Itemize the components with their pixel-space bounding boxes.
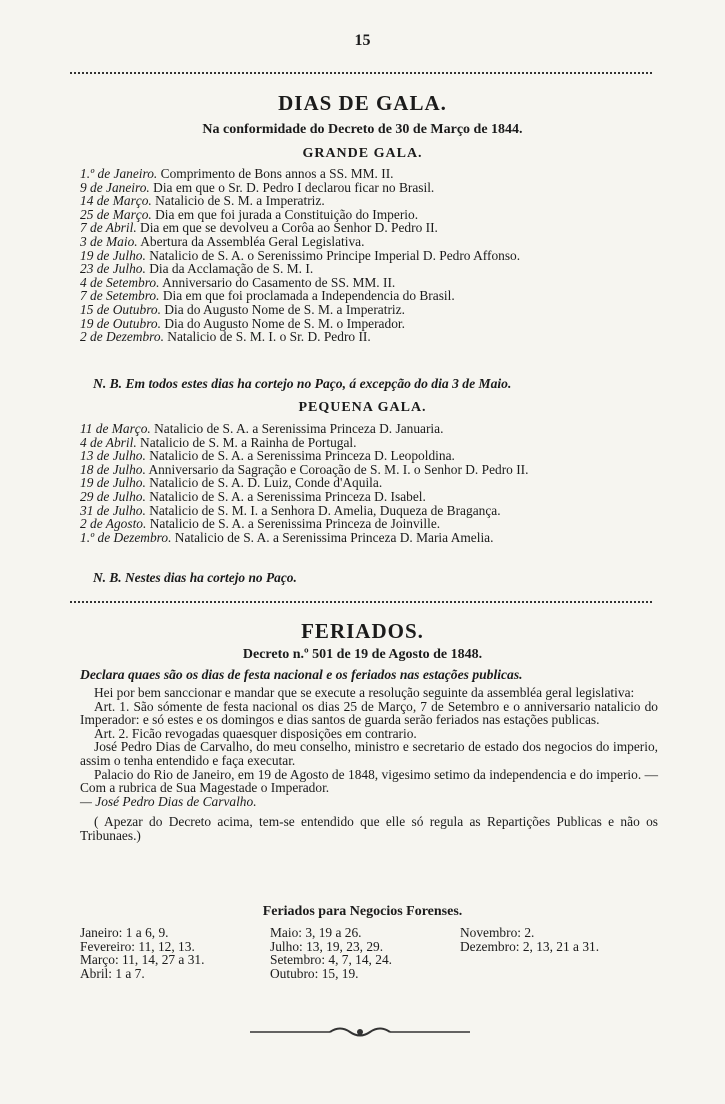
grande-gala-list [80, 167, 660, 344]
middle-rule [70, 601, 652, 603]
table-cell [460, 967, 660, 981]
list-item: 19 de Outubro. Dia do Augusto Nome de S. M. o Imperador. [80, 315, 405, 331]
list-item: 2 de Dezembro. Natalicio de S. M. I. o Sr. D. Pedro II. [80, 329, 371, 345]
list-item: 3 de Maio. Abertura da Assembléa Geral Legislativa. [80, 233, 365, 249]
forenses-title: Feriados para Negocios Forenses. [262, 904, 463, 919]
feriados-title: FERIADOS. [301, 619, 424, 643]
list-item: 18 de Julho. Anniversario da Sagração e Coroação de S. M. I. o Senhor D. Pedro II. [80, 461, 529, 477]
table-cell: Maio: 3, 19 a 26. [270, 925, 362, 940]
paragraph: ( Apezar do Decreto acima, tem-se entendido que elle só regula as Repartições Publicas e não os Tribunaes.) [80, 814, 658, 843]
table-cell: Janeiro: 1 a 6, 9. [80, 925, 169, 940]
list-item: 19 de Julho. Natalicio de S. A. o Serenissimo Principe Imperial D. Pedro Affonso. [80, 247, 521, 263]
table-cell: Outubro: 15, 19. [270, 965, 359, 981]
list-item: 7 de Setembro. Dia em que foi proclamada a Independencia do Brasil. [80, 288, 455, 304]
table-cell: Dezembro: 2, 13, 21 a 31. [460, 938, 600, 954]
table-cell: Julho: 13, 19, 23, 29. [270, 938, 384, 954]
list-item: 11 de Março. Natalicio de S. A. a Serenissima Princeza D. Januaria. [80, 421, 444, 436]
feriados-subtitle: Declara quaes são os dias de festa nacional e os feriados nas estações publicas. [80, 667, 523, 682]
feriados-decree: Decreto n.º 501 de 19 de Agosto de 1848. [242, 647, 483, 662]
table-cell: Março: 11, 14, 27 a 31. [80, 952, 205, 968]
list-item: 4 de Setembro. Anniversario do Casamento de SS. MM. II. [80, 274, 396, 290]
list-item: 7 de Abril. Dia em que se devolveu a Corôa ao Senhor D. Pedro II. [80, 220, 438, 236]
page-number: 15 [354, 32, 371, 49]
paragraph: Hei por bem sanccionar e mandar que se execute a resolução seguinte da assembléa geral legislativa: [94, 685, 635, 700]
list-item: 1.º de Janeiro. Comprimento de Bons annos a SS. MM. II. [80, 166, 394, 181]
gala-title: DIAS DE GALA. [278, 91, 447, 115]
list-item: 13 de Julho. Natalicio de S. A. a Serenissima Princeza D. Leopoldina. [80, 448, 455, 464]
list-item: 15 de Outubro. Dia do Augusto Nome de S. M. a Imperatriz. [80, 301, 405, 317]
paragraph: Palacio do Rio de Janeiro, em 19 de Agosto de 1848, vigesimo setimo da independencia e do imperio. — Com a rubrica de Sua Magestade o Imperador. [80, 766, 658, 796]
list-item: 9 de Janeiro. Dia em que o Sr. D. Pedro I declarou ficar no Brasil. [80, 179, 435, 195]
forenses-table [80, 926, 660, 980]
list-item: 29 de Julho. Natalicio de S. A. a Serenissima Princeza D. Isabel. [80, 488, 426, 504]
grande-gala-note: N. B. Em todos estes dias ha cortejo no Paço, á excepção do dia 3 de Maio. [93, 376, 512, 391]
list-item: 14 de Março. Natalicio de S. M. a Imperatriz. [80, 193, 325, 209]
paragraph: Art. 2. Ficão revogadas quaesquer disposições em contrario. [94, 725, 417, 741]
top-rule [70, 72, 652, 74]
signature: — José Pedro Dias de Carvalho. [80, 793, 257, 809]
ornament-divider [250, 1025, 470, 1039]
pequena-gala-note: N. B. Nestes dias ha cortejo no Paço. [93, 570, 297, 585]
table-cell: Setembro: 4, 7, 14, 24. [270, 952, 392, 968]
list-item: 19 de Julho. Natalicio de S. A. D. Luiz, Conde d'Aquila. [80, 475, 383, 491]
paragraph: Art. 1. São sómente de festa nacional os dias 25 de Março, 7 de Setembro e o anniversario natalicio do Imperador: e só estes e os domingos e dias santos de guarda serão feriados nas estações publicas. [80, 698, 658, 728]
list-item: 1.º de Dezembro. Natalicio de S. A. a Serenissima Princeza D. Maria Amelia. [80, 529, 494, 545]
feriados-body [80, 686, 658, 843]
list-item: 2 de Agosto. Natalicio de S. A. a Serenissima Princeza de Joinville. [80, 516, 441, 532]
paragraph: José Pedro Dias de Carvalho, do meu conselho, ministro e secretario de estado dos negocios do imperio, assim o tenha entendido e faça executar. [80, 739, 658, 768]
pequena-gala-title: PEQUENA GALA. [298, 400, 427, 415]
pequena-gala-list [80, 422, 660, 544]
gala-decree: Na conformidade do Decreto de 30 de Março de 1844. [202, 122, 523, 137]
table-cell: Novembro: 2. [460, 925, 535, 940]
table-cell [460, 953, 660, 967]
list-item: 4 de Abril. Natalicio de S. M. a Rainha de Portugal. [80, 434, 357, 450]
list-item: 23 de Julho. Dia da Acclamação de S. M. I. [80, 261, 314, 277]
grande-gala-title: GRANDE GALA. [302, 146, 423, 161]
list-item: 25 de Março. Dia em que foi jurada a Constituição do Imperio. [80, 206, 419, 222]
table-cell: Fevereiro: 11, 12, 13. [80, 938, 195, 954]
list-item: 31 de Julho. Natalicio de S. M. I. a Senhora D. Amelia, Duqueza de Bragança. [80, 502, 501, 518]
table-cell: Abril: 1 a 7. [80, 965, 145, 981]
